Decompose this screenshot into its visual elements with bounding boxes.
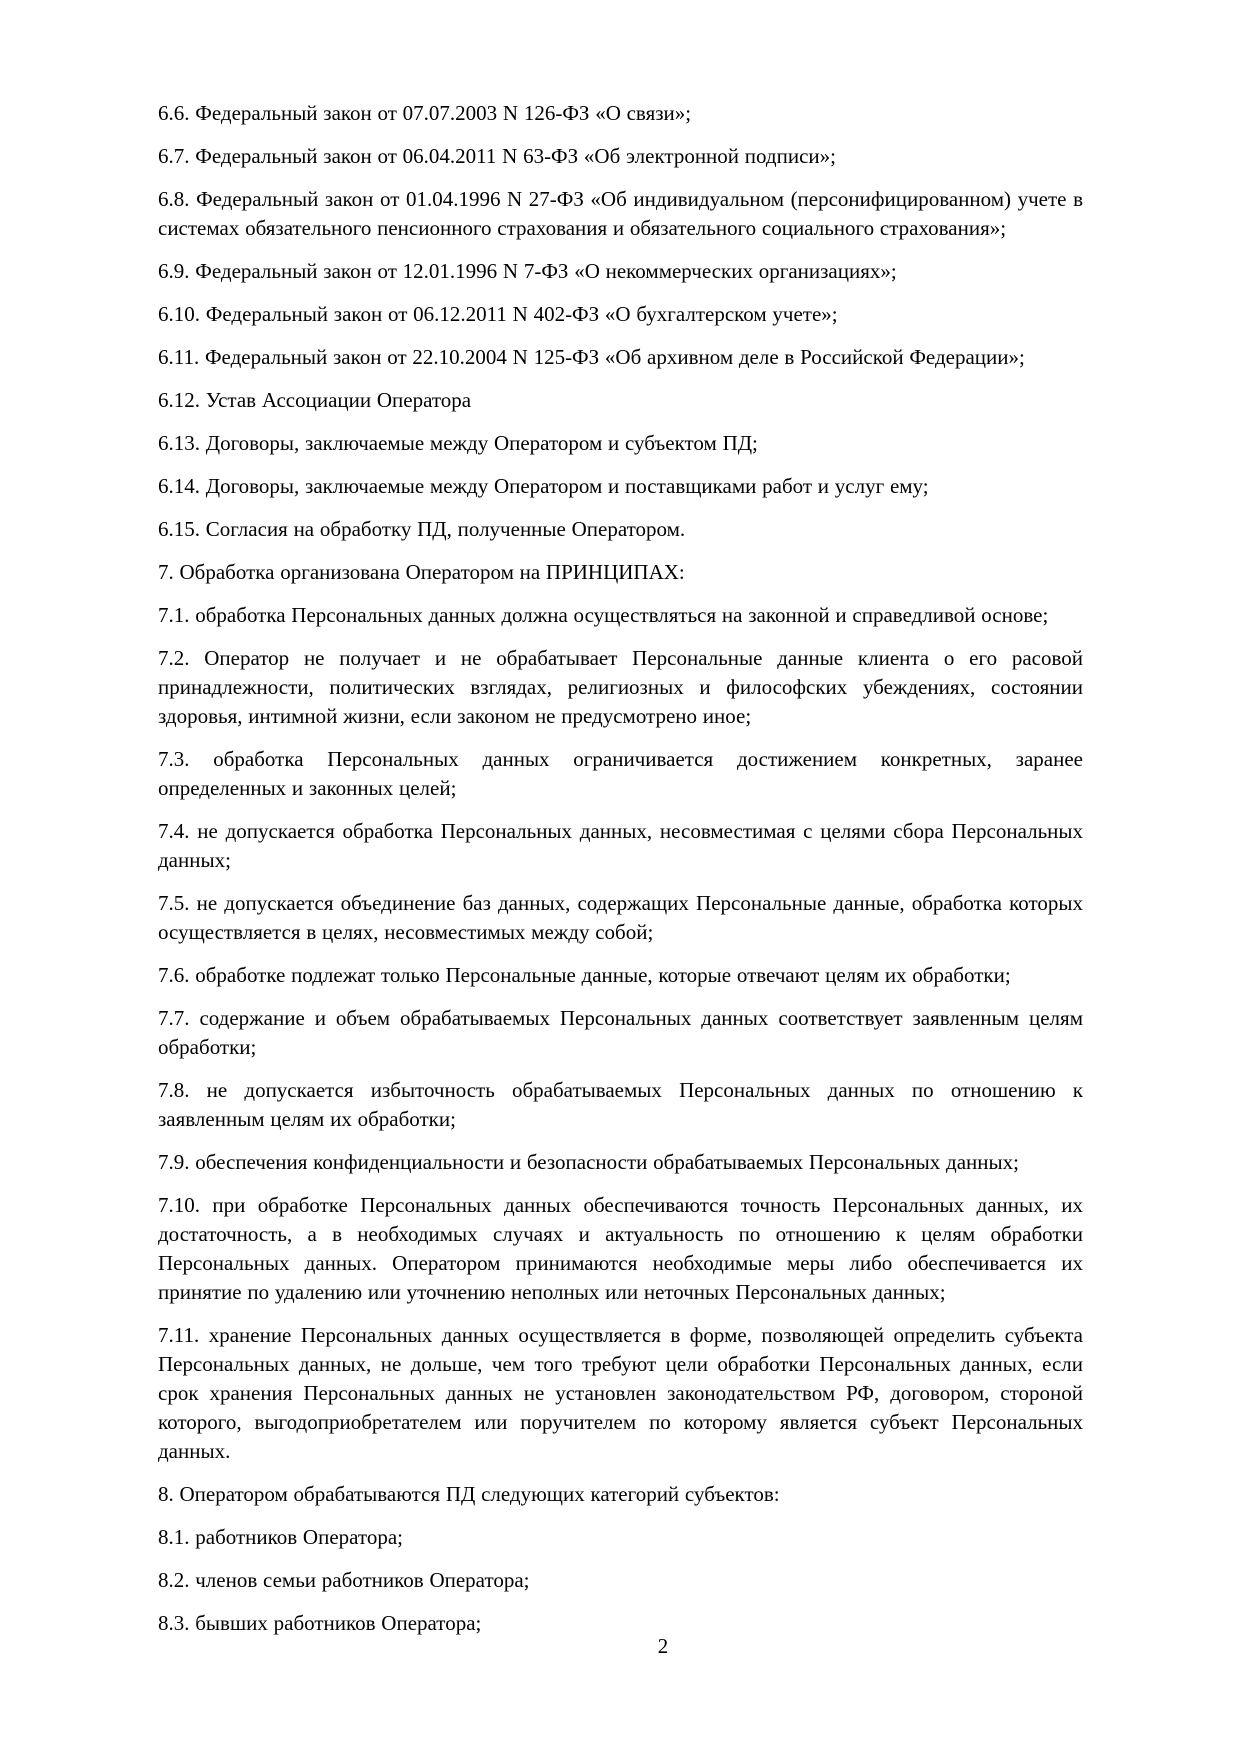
paragraph-7-7: 7.7. содержание и объем обрабатываемых Персональных данных соответствует заявленным целям обработки; <box>158 1006 1083 1059</box>
paragraph-6-7: 6.7. Федеральный закон от 06.04.2011 N 63-ФЗ «Об электронной подписи»; <box>158 144 836 168</box>
section-heading-8: 8. Оператором обрабатываются ПД следующих категорий субъектов: <box>158 1482 780 1506</box>
paragraph-7-8: 7.8. не допускается избыточность обрабатываемых Персональных данных по отношению к заявленным целям их обработки; <box>158 1078 1083 1131</box>
paragraph-6-12: 6.12. Устав Ассоциации Оператора <box>158 388 472 412</box>
paragraph-6-14: 6.14. Договоры, заключаемые между Оператором и поставщиками работ и услуг ему; <box>158 474 929 498</box>
paragraph-7-1: 7.1. обработка Персональных данных должна осуществляться на законной и справедливой основе; <box>158 603 1049 627</box>
paragraph-7-11: 7.11. хранение Персональных данных осуществляется в форме, позволяющей определить субъекта Персональных данных, не дольше, чем того требуют цели обработки Персональных данных, если срок хранения Персональных данных не установлен законодательством РФ, договором, стороной которого, выгодоприобретателем или поручителем по которому является субъект Персональных данных. <box>158 1323 1083 1463</box>
paragraph-7-2: 7.2. Оператор не получает и не обрабатывает Персональные данные клиента о его расовой принадлежности, политических взглядах, религиозных и философских убеждениях, состоянии здоровья, интимной жизни, если законом не предусмотрено иное; <box>158 646 1083 728</box>
paragraph-7-3: 7.3. обработка Персональных данных ограничивается достижением конкретных, заранее определенных и законных целей; <box>158 747 1083 800</box>
document-body <box>158 99 1083 1652</box>
paragraph-7-10: 7.10. при обработке Персональных данных обеспечиваются точность Персональных данных, их достаточность, а в необходимых случаях и актуальность по отношению к целям обработки Персональных данных. Оператором принимаются необходимые меры либо обеспечивается их принятие по удалению или уточнению неполных или неточных Персональных данных; <box>158 1193 1083 1304</box>
page-number: 2 <box>657 1634 669 1658</box>
paragraph-7-6: 7.6. обработке подлежат только Персональные данные, которые отвечают целям их обработки; <box>158 963 1011 987</box>
paragraph-6-15: 6.15. Согласия на обработку ПД, полученные Оператором. <box>158 517 686 541</box>
paragraph-8-3: 8.3. бывших работников Оператора; <box>158 1611 482 1635</box>
paragraph-7-5: 7.5. не допускается объединение баз данных, содержащих Персональные данные, обработка которых осуществляется в целях, несовместимых между собой; <box>158 891 1083 944</box>
paragraph-6-9: 6.9. Федеральный закон от 12.01.1996 N 7-ФЗ «О некоммерческих организациях»; <box>158 259 897 283</box>
paragraph-6-13: 6.13. Договоры, заключаемые между Оператором и субъектом ПД; <box>158 431 758 455</box>
paragraph-6-11: 6.11. Федеральный закон от 22.10.2004 N 125-ФЗ «Об архивном деле в Российской Федерации»; <box>158 345 1025 369</box>
paragraph-6-8: 6.8. Федеральный закон от 01.04.1996 N 27-ФЗ «Об индивидуальном (персонифицированном) учете в системах обязательного пенсионного страхования и обязательного социального страхования»; <box>158 187 1083 240</box>
paragraph-8-2: 8.2. членов семьи работников Оператора; <box>158 1568 530 1592</box>
paragraph-8-1: 8.1. работников Оператора; <box>158 1525 403 1549</box>
paragraph-6-6: 6.6. Федеральный закон от 07.07.2003 N 126-ФЗ «О связи»; <box>158 101 692 125</box>
paragraph-7-9: 7.9. обеспечения конфиденциальности и безопасности обрабатываемых Персональных данных; <box>158 1150 1019 1174</box>
paragraph-7-4: 7.4. не допускается обработка Персональных данных, несовместимая с целями сбора Персональных данных; <box>158 819 1083 872</box>
section-heading-7: 7. Обработка организована Оператором на ПРИНЦИПАХ: <box>158 560 685 584</box>
paragraph-6-10: 6.10. Федеральный закон от 06.12.2011 N 402-ФЗ «О бухгалтерском учете»; <box>158 302 838 326</box>
